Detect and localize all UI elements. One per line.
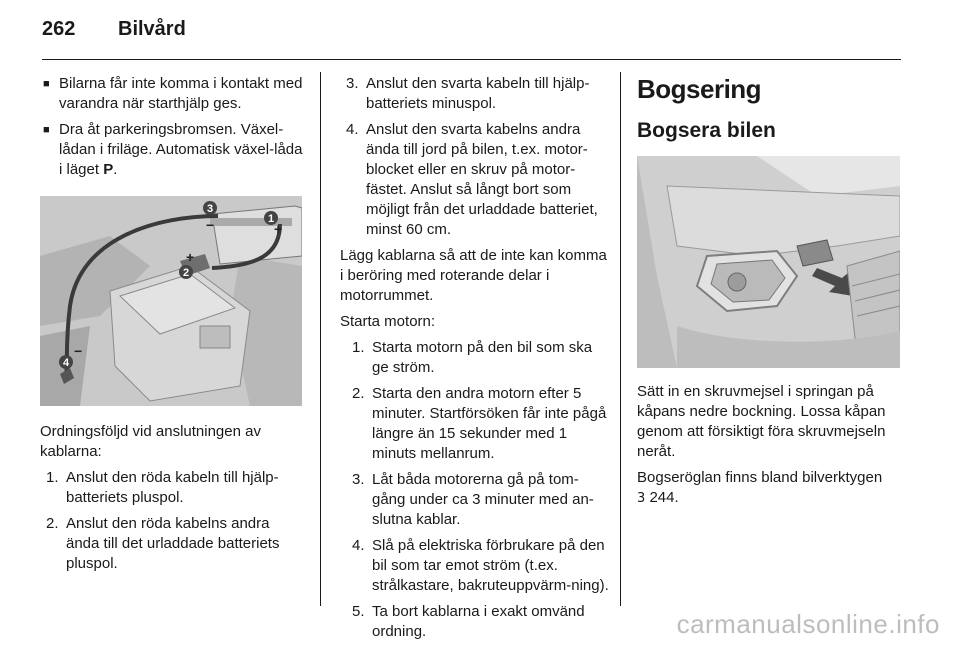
connection-steps bbox=[40, 468, 305, 574]
svg-text:+: + bbox=[274, 221, 283, 237]
page-reference-icon: 3 bbox=[637, 491, 646, 506]
page-header bbox=[42, 18, 186, 48]
svg-text:3: 3 bbox=[206, 203, 214, 215]
list-item: 5. Ta bort kablarna i exakt omvänd ordning. bbox=[352, 603, 585, 640]
svg-text:+: + bbox=[186, 249, 195, 265]
section-title: Bilvård bbox=[118, 18, 186, 40]
svg-text:−: − bbox=[206, 217, 215, 233]
list-item: 3. Anslut den svarta kabeln till hjälp-batteriets minuspol. bbox=[346, 75, 590, 112]
svg-text:−: − bbox=[74, 343, 83, 359]
connection-steps-continued bbox=[340, 74, 610, 240]
paragraph: Sätt in en skruvmejsel i springan på kåpans nedre bockning. Lossa kåpan genom att försiktigt föra skruvmejseln neråt. bbox=[637, 383, 886, 460]
list-item: 2. Starta den andra motorn efter 5 minuter. Startförsöken får inte pågå längre än 15 sekunder med 1 minuts mellanrum. bbox=[352, 385, 607, 462]
column-2 bbox=[340, 74, 610, 648]
watermark: carmanualsonline.info bbox=[676, 609, 940, 639]
list-item: 3. Låt båda motorerna gå på tom-gång under ca 3 minuter med an-slutna kablar. bbox=[352, 471, 594, 528]
column-divider-2 bbox=[620, 72, 621, 606]
header-rule bbox=[42, 59, 901, 60]
list-item: 1. Starta motorn på den bil som ska ge ström. bbox=[352, 339, 593, 376]
svg-text:4: 4 bbox=[62, 357, 70, 369]
section-heading: Bogsering bbox=[637, 74, 762, 104]
list-item: ■ Dra åt parkeringsbromsen. Växel-lådan i friläge. Automatisk växel-låda i läget P. bbox=[43, 121, 303, 178]
column-1 bbox=[40, 74, 305, 580]
list-item: 4. Slå på elektriska förbrukare på den bil som tar emot ström (t.ex. strålkastare, bakruteuppvärm-ning). bbox=[352, 537, 609, 594]
paragraph: Lägg kablarna så att de inte kan komma i beröring med roterande delar i motorrummet. bbox=[340, 247, 607, 304]
paragraph: Bogseröglan finns bland bilverktygen 3 244. bbox=[637, 469, 883, 506]
page-number: 262 bbox=[42, 18, 76, 40]
column-divider-1 bbox=[320, 72, 321, 606]
bullet-list bbox=[40, 74, 305, 180]
jump-start-figure bbox=[40, 196, 302, 406]
page-reference: 244. bbox=[645, 489, 679, 506]
subsection-heading: Bogsera bilen bbox=[637, 119, 776, 142]
figure-caption: Ordningsföljd vid anslutningen av kablarna: bbox=[40, 423, 261, 460]
list-item: ■ Bilarna får inte komma i kontakt med varandra när starthjälp ges. bbox=[43, 75, 303, 112]
list-item: 4. Anslut den svarta kabelns andra ända till jord på bilen, t.ex. motor-blocket eller en skruv på motor-fästet. Anslut så långt bort som möjligt från det urladdade batteriet, minst 60 cm. bbox=[346, 121, 598, 238]
start-engine-steps bbox=[346, 338, 610, 642]
svg-text:1: 1 bbox=[267, 213, 275, 225]
paragraph: Starta motorn: bbox=[340, 313, 436, 330]
svg-text:2: 2 bbox=[182, 267, 190, 279]
tow-eye-figure bbox=[637, 156, 900, 368]
list-item: 2. Anslut den röda kabelns andra ända till det urladdade batteriets pluspol. bbox=[46, 515, 280, 572]
column-3 bbox=[637, 74, 907, 515]
list-item: 1. Anslut den röda kabeln till hjälp-batteriets pluspol. bbox=[46, 469, 279, 506]
